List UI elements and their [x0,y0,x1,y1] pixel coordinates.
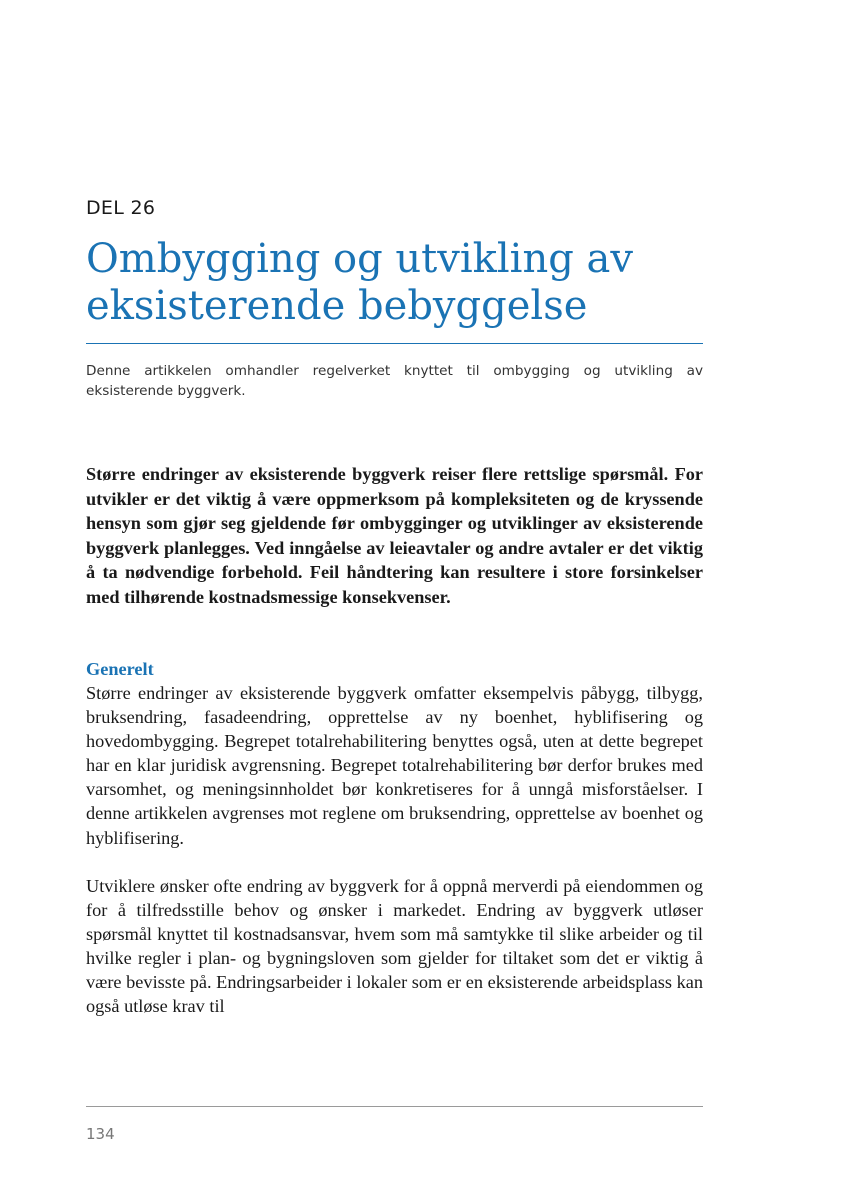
section-subheading: Generelt [86,659,154,679]
lead-paragraph: Større endringer av eksisterende byggverk reiser flere rettslige spørsmål. For utvikler er det viktig å være oppmerksom på kompleksiteten og de kryssende hensyn som gjør seg gjeldende før ombygginger og utviklinger av eksisterende byggverk planlegges. Ved inngåelse av leieavtaler og andre avtaler er det viktig å ta nødvendige forbehold. Feil håndtering kan resultere i store forsinkelser med tilhørende kostnadsmessige konsekvenser. [86,464,703,607]
part-label: DEL 26 [86,197,156,219]
article-intro: Denne artikkelen omhandler regelverket knyttet til ombygging og utvikling av eksisterende byggverk. [86,363,703,399]
title-divider [86,343,703,344]
article-title: Ombygging og utvikling av eksisterende bebyggelse [86,236,633,329]
footer-divider [86,1106,703,1107]
body-paragraph: Utviklere ønsker ofte endring av byggverk for å oppnå merverdi på eiendommen og for å tilfredsstille behov og ønsker i markedet. Endring av byggverk utløser spørsmål knyttet til kostnadsansvar, hvem som må samtykke til slike arbeider og til hvilke regler i plan- og bygningsloven som gjelder for tiltaket som det er viktig å være bevisste på. Endringsarbeider i lokaler som er en eksisterende arbeidsplass kan også utløse krav til [86,876,703,1017]
document-page [86,0,703,1200]
body-paragraph: Større endringer av eksisterende byggverk omfatter eksempelvis påbygg, tilbygg, bruksendring, fasadeendring, opprettelse av ny boenhet, hyblifisering og hovedombygging. Begrepet totalrehabilitering benyttes også, uten at dette begrepet har en klar juridisk avgrensning. Begrepet totalrehabilitering bør derfor brukes med varsomhet, og meningsinnholdet bør konkretiseres for å unngå misforståelser. I denne artikkelen avgrenses mot reglene om bruksendring, opprettelse av boenhet og hyblifisering. [86,683,703,848]
page-number: 134 [86,1125,115,1143]
